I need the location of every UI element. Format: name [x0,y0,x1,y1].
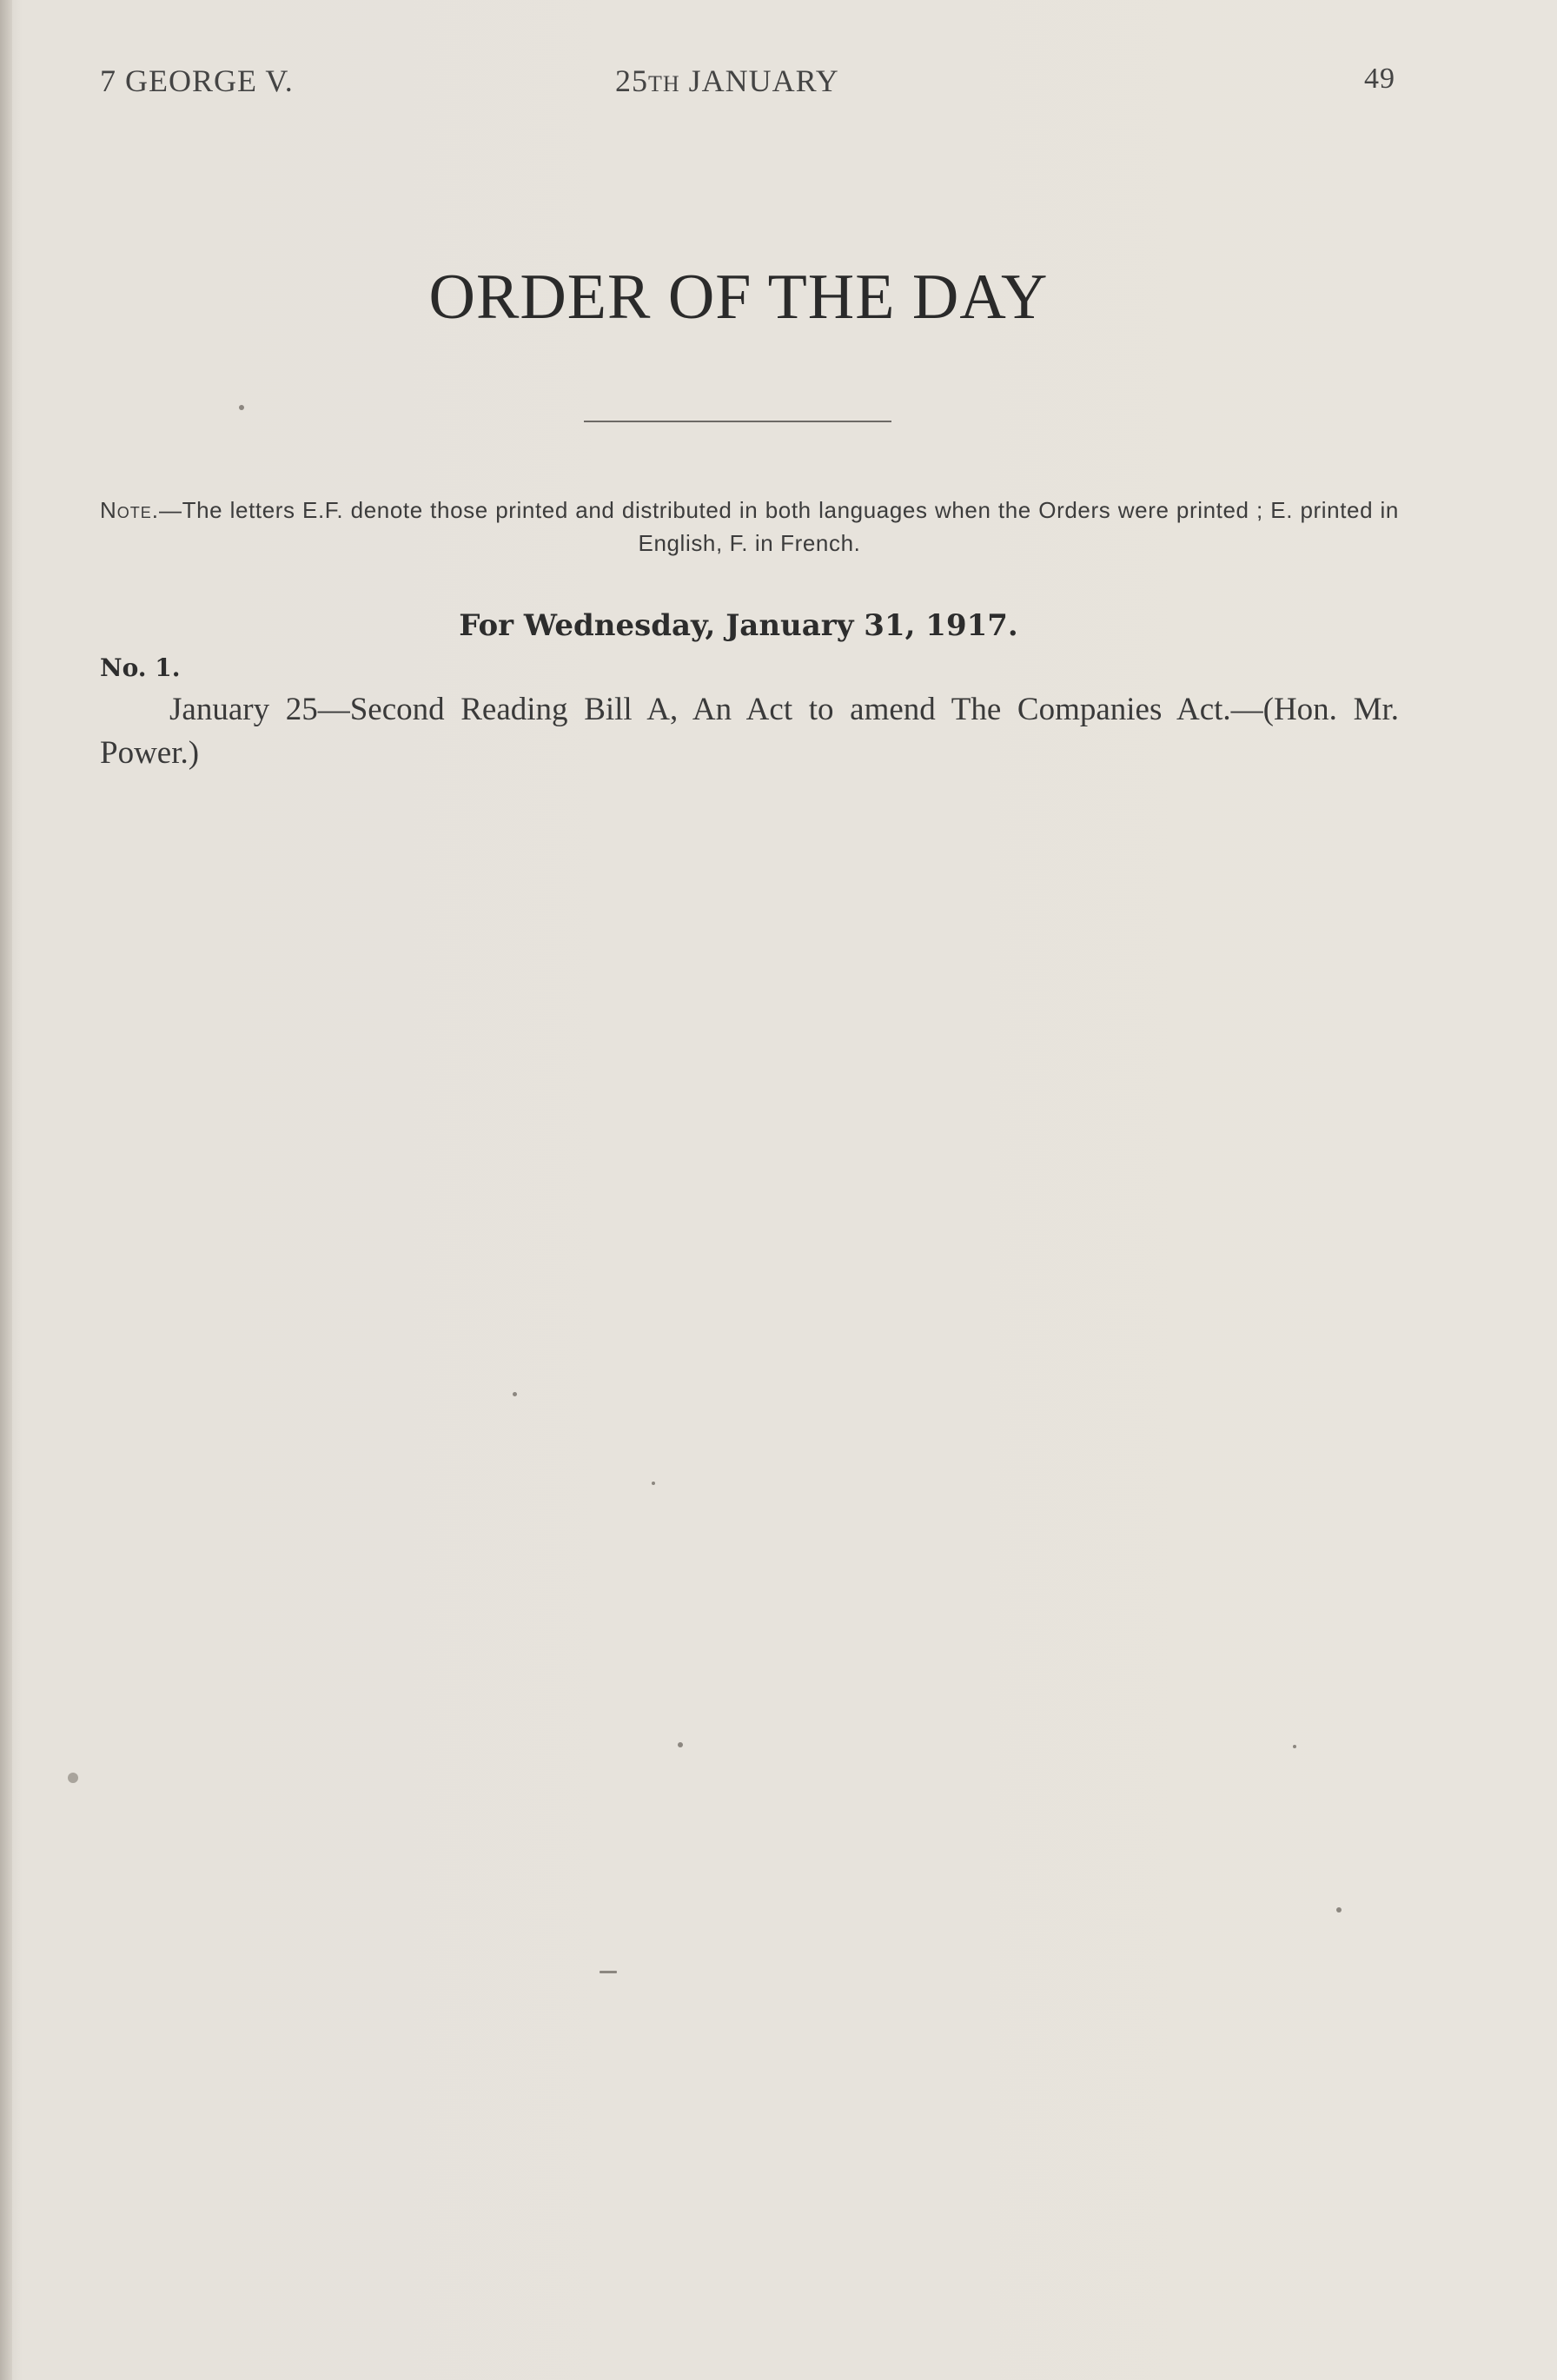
page-binding-edge [0,0,12,2380]
paper-speck [513,1392,517,1396]
running-header-reign: 7 GEORGE V. [100,63,294,98]
order-item-number: No. 1. [100,653,181,682]
paper-speck [652,1482,655,1485]
note-paragraph [100,494,1399,560]
paper-speck [239,405,244,410]
order-item-text: January 25—Second Reading Bill A, An Act to amend The Companies Act.—(Hon. Mr. Power.) [100,692,1399,771]
page-title: ORDER OF THE DAY [428,262,1049,333]
header-month: JANUARY [688,63,839,98]
header-day-suffix: TH [648,71,680,96]
paper-speck [1293,1745,1296,1748]
note-text: —The letters E.F. denote those printed and distributed in both languages when the Orders were printed ; E. printed in English, F. in French. [159,497,1399,556]
sitting-date-heading: For Wednesday, January 31, 1917. [459,608,1018,643]
note-label: Note. [100,497,160,523]
paper-speck [600,1971,617,1973]
running-header-date [615,63,839,99]
title-divider [584,421,891,422]
header-day: 25 [615,63,648,98]
page-number: 49 [1364,63,1395,95]
paper-speck [1336,1907,1342,1913]
paper-speck [68,1773,78,1783]
paper-speck [678,1742,683,1747]
